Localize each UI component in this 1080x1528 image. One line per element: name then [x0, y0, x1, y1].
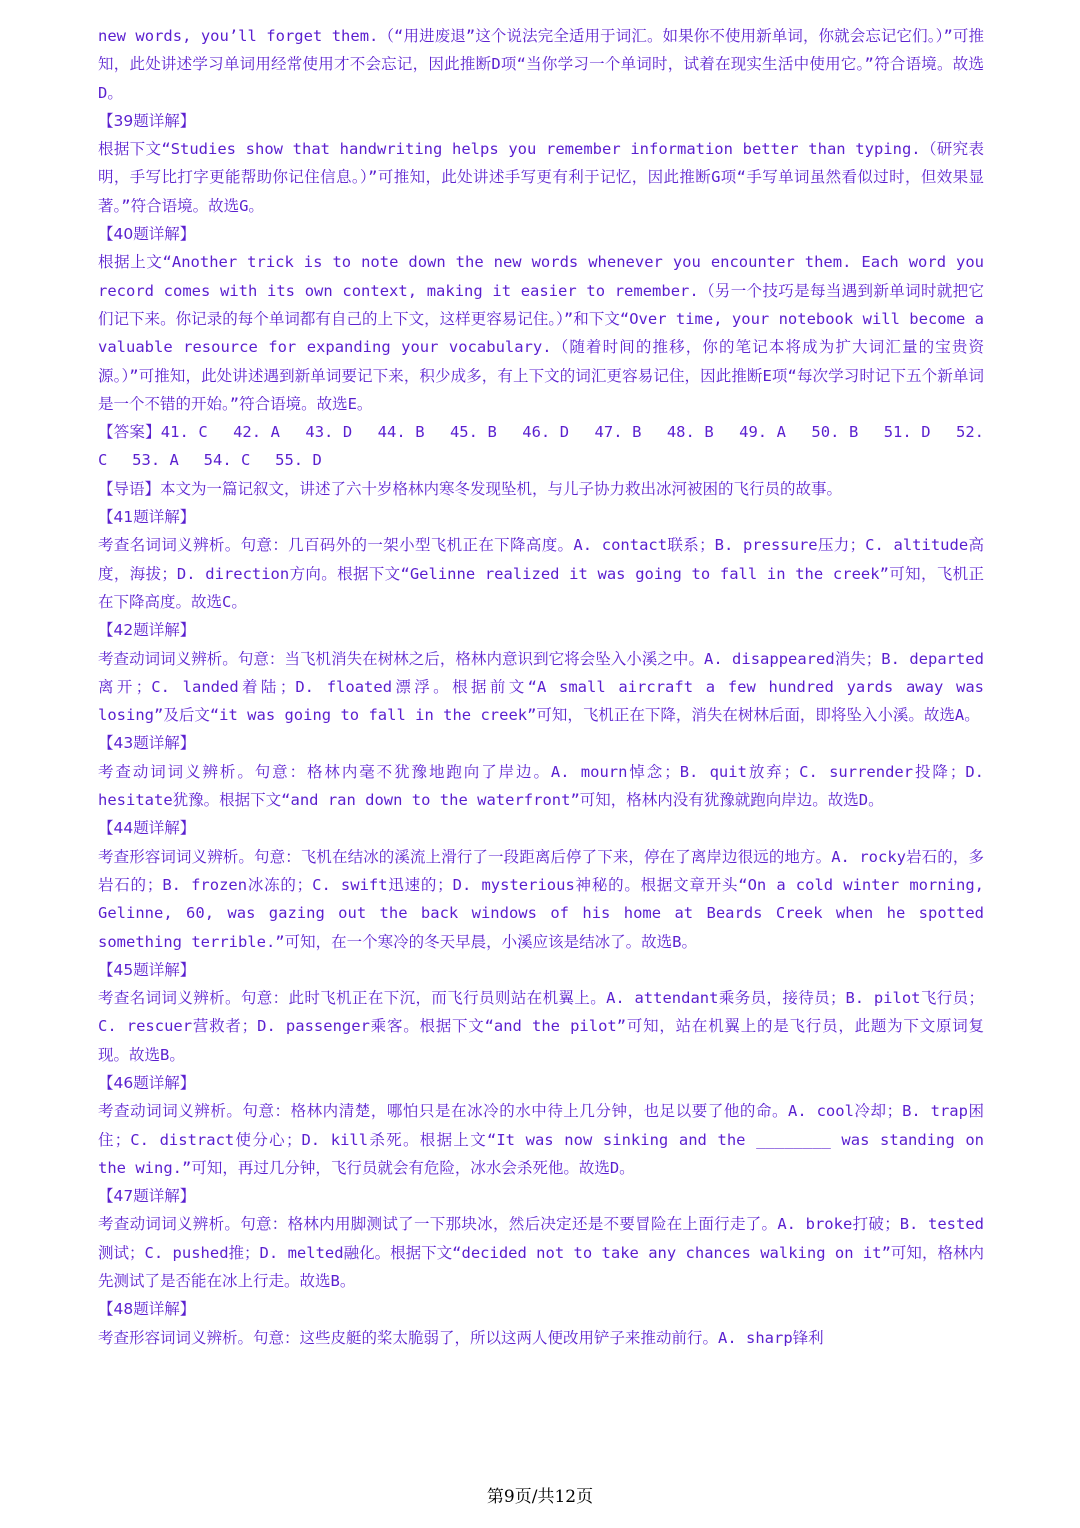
- paragraph: 考查形容词词义辨析。句意：飞机在结冰的溪流上滑行了一段距离后停了下来，停在了离岸边很远的地方。A. rocky岩石的，多岩石的；B. frozen冰冻的；C. swift迅速的；D. mysterious神秘的。根据文章开头“On a cold winter morning, Gelinne, 60, was gazing out the back windows of his home at Beards Creek when he spotted something terrible.”可知，在一个寒冷的冬天早晨，小溪应该是结冰了。故选B。: [98, 847, 984, 951]
- paragraph: 考查动词词义辨析。句意：格林内用脚测试了一下那块冰，然后决定还是不要冒险在上面行走了。A. broke打破；B. tested测试；C. pushed推；D. melted融化。根据下文“decided not to take any chances walking on it”可知，格林内先测试了是否能在冰上行走。故选B。: [98, 1215, 984, 1291]
- paragraph: 考查动词词义辨析。句意：格林内清楚，哪怕只是在冰冷的水中待上几分钟，也足以要了他的命。A. cool冷却；B. trap困住；C. distract使分心；D. kill杀死。根据上文“It was now sinking and the ________ was standing on the wing.”可知，再过几分钟，飞行员就会有危险，冰水会杀死他。故选D。: [98, 1102, 984, 1177]
- paragraph: 根据上文“Another trick is to note down the new words whenever you encounter them. Each word you record comes with its own context, making it easier to remember.（另一个技巧是每当遇到新单词时就把它们记下来。你记录的每个单词都有自己的上下文，这样更容易记住。）”和下文“Over time, your notebook will become a valuable resource for expanding your vocabulary.（随着时间的推移，你的笔记本将成为扩大词汇量的宝贵资源。）”可推知，此处讲述遇到新单词要记下来，积少成多，有上下文的词汇更容易记住，因此推断E项“每次学习时记下五个新单词是一个不错的开始。”符合语境。故选E。: [98, 253, 984, 413]
- paragraph: 根据下文“Studies show that handwriting helps you remember information better than typing.（研究表明，手写比打字更能帮助你记住信息。）”可推知，此处讲述手写更有利于记忆，因此推断G项“手写单词虽然看似过时，但效果显著。”符合语境。故选G。: [98, 140, 984, 215]
- answer-key: 【答案】41. C 42. A 43. D 44. B 45. B 46. D 47. B 48. B 49. A 50. B 51. D 52. C 53. A 54. C 55. D: [98, 423, 984, 470]
- question-heading: 【40题详解】: [98, 225, 196, 244]
- question-heading: 【45题详解】: [98, 960, 196, 979]
- question-heading: 【39题详解】: [98, 111, 196, 130]
- question-heading: 【42题详解】: [98, 621, 196, 640]
- paragraph: 考查形容词词义辨析。句意：这些皮艇的桨太脆弱了，所以这两人便改用铲子来推动前行。A. sharp锋利: [98, 1328, 824, 1347]
- paragraph: 考查动词词义辨析。句意：格林内毫不犹豫地跑向了岸边。A. mourn悼念；B. quit放弃；C. surrender投降；D. hesitate犹豫。根据下文“and ran down to the waterfront”可知，格林内没有犹豫就跑向岸边。故选D。: [98, 762, 984, 810]
- document-body: [98, 22, 984, 1352]
- question-heading: 【41题详解】: [98, 508, 196, 527]
- question-heading: 【46题详解】: [98, 1073, 196, 1092]
- paragraph: 考查动词词义辨析。句意：当飞机消失在树林之后，格林内意识到它将会坠入小溪之中。A. disappeared消失；B. departed离开；C. landed着陆；D. floated漂浮。根据前文“A small aircraft a few hundred yards away was losing”及后文“it was going to fall in the creek”可知，飞机正在下降，消失在树林后面，即将坠入小溪。故选A。: [98, 649, 984, 725]
- question-heading: 【48题详解】: [98, 1300, 196, 1319]
- paragraph: new words, you’ll forget them.（“用进废退”这个说法完全适用于词汇。如果你不使用新单词，你就会忘记它们。）”可推知，此处讲述学习单词用经常使用才不会忘记，因此推断D项“当你学习一个单词时，试着在现实生活中使用它。”符合语境。故选D。: [98, 27, 984, 102]
- question-heading: 【43题详解】: [98, 734, 196, 753]
- intro-paragraph: 【导语】本文为一篇记叙文，讲述了六十岁格林内寒冬发现坠机，与儿子协力救出冰河被困的飞行员的故事。: [98, 479, 843, 498]
- question-heading: 【44题详解】: [98, 819, 196, 838]
- page-number-footer: 第9页/共12页: [486, 1487, 594, 1507]
- paragraph: 考查名词词义辨析。句意：几百码外的一架小型飞机正在下降高度。A. contact联系；B. pressure压力；C. altitude高度，海拔；D. direction方向。根据下文“Gelinne realized it was going to fall in the creek”可知，飞机正在下降高度。故选C。: [98, 536, 984, 611]
- question-heading: 【47题详解】: [98, 1187, 196, 1206]
- paragraph: 考查名词词义辨析。句意：此时飞机正在下沉，而飞行员则站在机翼上。A. attendant乘务员，接待员；B. pilot飞行员；C. rescuer营救者；D. passenger乘客。根据下文“and the pilot”可知，站在机翼上的是飞行员，此题为下文原词复现。故选B。: [98, 989, 984, 1064]
